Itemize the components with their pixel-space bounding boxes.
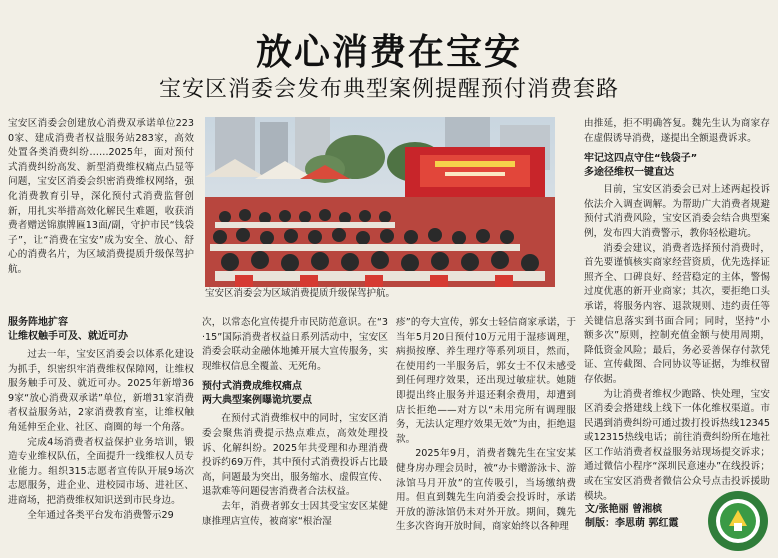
column-2 [202,316,388,529]
section-subheading-3: 多途径维权一键直达 [584,167,674,179]
intro-paragraph: 宝安区消委会创建放心消费双承诺单位2230家、建成消费者权益服务站283家，高效处置各类消费纠纷……2025年，面对预付式消费纠纷高发、新型消费维权痛点凸显等问题，宝安区消委会织密消费维权网络，强化消费教育引导，深化预付式消费监督创新，用扎实举措高效化解民生难题，收获消费者赠送锦旗牌匾13面/副，守护市民“钱袋子”，让“消费在宝安”成为安全、放心、舒心的消费名片，为区域消费提质升级保驾护航。 [8,118,194,275]
page-title: 放心消费在宝安 [255,31,522,73]
byline [585,503,678,531]
paragraph: 由推延，拒不明确答复。魏先生认为商家存在虚假诱导消费，遂提出全额退费诉求。 [584,118,770,144]
paragraph: 次，以常态化宣传提升市民防范意识。在“3·15”国际消费者权益日系列活动中，宝安区消委会联动金融体地摊开展大宣传服务，实现维权信息全覆盖、无死角。 [202,317,388,372]
page-subtitle: 宝安区消委会发布典型案例提醒预付消费套路 [158,77,619,102]
paragraph: 去年，消费者郭女士因其受宝安区某健康推理店宣传，被商家“根治湿 [202,500,388,527]
event-photo-illustration [205,117,555,287]
author-line: 文/张艳丽 曾湘槟 [585,504,663,515]
section-heading-1: 服务阵地扩容 [8,317,68,328]
paragraph: 疹”的夸大宣传，郭女士轻信商家承诺，于当年5月20日预付10万元用于湿疹调理，病损按摩、养生理疗等系列项目，然而，在使用约一半服务后，郭女士不仅未感受到任何理疗效果，还出现过敏症状。她随即提出终止服务并退还剩余费用，却遭到店长拒绝——对方以“未用完所有调理服务，无法认定理疗效果无效”为由，拒绝退款。 [396,317,576,445]
editor-line: 制版：李思萌 郭红霞 [585,518,679,529]
paragraph: 完成4场消费者权益保护业务培训，锻造专业维权队伍，全面提升一线维权人员专业能力。组织315志愿者宣传队开展9场次志愿服务，进企业、进校园市场、进社区、进商场，把消费维权知识送到市民身边。 [8,436,194,506]
column-1 [8,316,194,523]
intro-column [8,117,194,278]
column-3 [396,316,576,535]
photo-caption: 宝安区消委会为区域消费提质升级保驾护航。 [205,288,396,299]
paragraph: 在预付式消费维权中的同时，宝安区消委会聚焦消费提示热点难点，高效处理投诉、化解纠纷。2025年共受理和办理消费投诉约69万件，其中预付式消费投诉占比最高，问题最为突出，服务缩水、虚假宣传、退款难等问题侵害消费者合法权益。 [202,413,388,498]
event-photo [205,117,555,287]
section-subheading-2: 两大典型案例曝诡坑要点 [202,395,312,407]
paragraph: 目前，宝安区消委会已对上述两起投诉依法介入调查调解。为帮助广大消费者规避预付式消费风险，宝安区消委会结合典型案例，发布四大消费警示，教你轻松避坑。 [584,184,770,239]
column-4 [584,117,770,504]
paragraph: 全年通过各类平台发布消费警示29 [27,509,174,521]
paragraph: 消委会建议，消费者选择预付消费时，首先要谨慎核实商家经营资质，优先选择证照齐全、口碑良好、经营稳定的主体，警惕过度优惠的新开业商家；其次，要拒绝口头承诺，将服务内容、退款规则、违约责任等关键信息落实到书面合同；同时，坚持“小额多次”原则，控制充值金额与使用周期，降低资金风险；最后，务必妥善保存付款凭证、宣传截图、合同协议等证据，为维权留存依据。 [584,242,770,385]
consumer-council-logo-icon [707,490,769,552]
section-heading-3: 牢记这四点守住“钱袋子” [584,153,698,165]
paragraph: 为让消费者维权少跑路、快处理，宝安区消委会搭建线上线下一体化维权渠道。市民遇到消费纠纷可通过拨打投诉热线12345或12315热线电话；前往消费纠纷所在地社区工作站消费者权益服务站现场提交诉求；通过微信小程序“深圳民意速办”在线投诉；或在宝安区消费者微信公众号点击投诉援助模块。 [584,388,770,502]
section-subheading-1: 让维权触手可及、就近可办 [8,331,128,342]
paragraph: 过去一年，宝安区消委会以体系化建设为抓手，织密织牢消费维权保障网，让维权服务触手可及、就近可办。2025年新增369家“放心消费双承诺”单位，新增31家消费者权益服务站，2家消费教育室，让维权触角延伸至企业、社区、商圈的每一个角落。 [8,349,194,433]
section-heading-2: 预付式消费成维权痛点 [202,381,302,393]
paragraph: 2025年9月，消费者魏先生在宝安某健身房办理会员时，被“办卡赠游泳卡、游泳馆马月开放”的宣传吸引，当场缴纳费用。但直到魏先生向消委会投诉时，承诺开放的游泳馆仍未对外开放。期间，魏先生多次咨询开放时间，商家始终以各种理 [396,448,576,533]
